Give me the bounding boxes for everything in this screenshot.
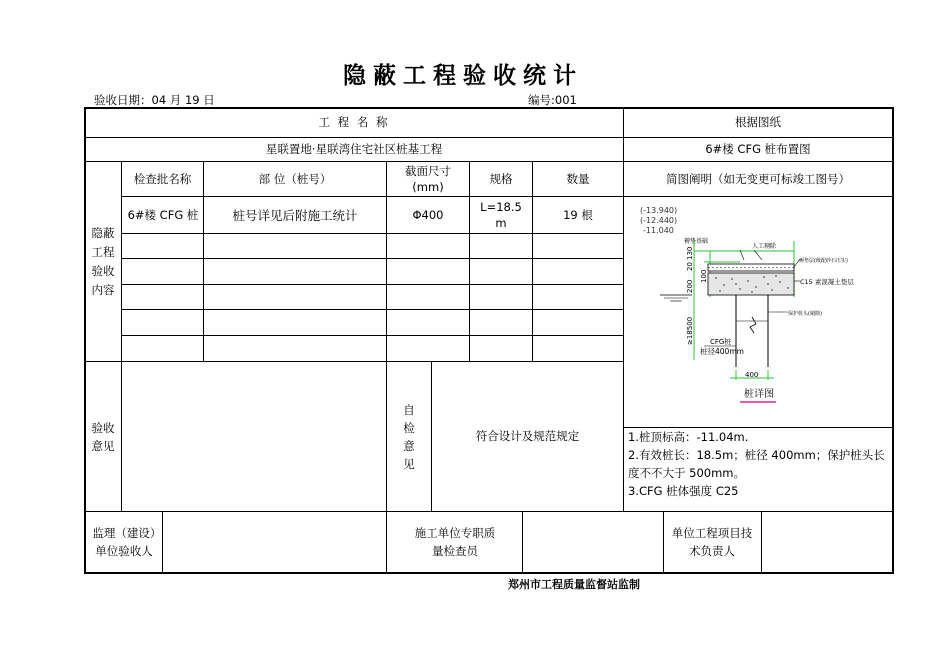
- supervisor-signature-field[interactable]: [163, 512, 386, 572]
- drawing-name: 6#楼 CFG 桩布置图: [705, 142, 811, 156]
- dimension-text: 20: [686, 262, 694, 271]
- footer-issuer: 郑州市工程质量监督站监制: [508, 578, 640, 591]
- column-header-batch: 检查批名称: [133, 171, 192, 186]
- self-check-text: 符合设计及规范规定: [475, 429, 580, 443]
- elevation-label: -11.040: [643, 226, 674, 235]
- inspector-label: 施工单位专职质量检查员: [414, 526, 496, 558]
- column-header-spec: 规格: [489, 171, 513, 186]
- acceptance-label: 验收意见: [91, 420, 115, 453]
- self-check-label: 自检意见: [403, 402, 415, 471]
- page-title: 隐蔽工程验收统计: [343, 63, 583, 89]
- drawing-header: 根据图纸: [735, 115, 781, 129]
- diagram-label: 褥垫层(级配砂石压实): [799, 258, 848, 264]
- diagram-label: 保护桩头(剔除): [788, 311, 822, 317]
- hidden-section-label: 隐蔽工程验收内容: [91, 225, 115, 297]
- row1-batch: 6#楼 CFG 桩: [127, 208, 199, 222]
- document-number: 编号:001: [528, 93, 577, 107]
- dimension-text: 400: [745, 371, 759, 379]
- tech-lead-signature-field[interactable]: [762, 512, 892, 572]
- dimension-text: 200: [686, 279, 694, 293]
- elevation-label: (-12.440): [640, 216, 678, 225]
- diagram-label: CFG桩: [710, 338, 732, 346]
- row1-spec: L=18.5 m: [480, 200, 522, 230]
- dimension-text: ≥18500: [686, 316, 694, 345]
- dimension-text: 130: [686, 246, 694, 260]
- design-notes: [628, 428, 890, 500]
- tech-lead-label: 单位工程项目技术负责人: [671, 526, 753, 558]
- dimension-text: 100: [700, 269, 708, 283]
- row1-section: Φ400: [412, 207, 444, 222]
- break-symbol: [750, 317, 756, 333]
- elevation-label: (-13.940): [640, 206, 678, 215]
- row1-qty: 19 根: [563, 207, 593, 222]
- project-name-header: 工 程 名 称: [318, 115, 390, 129]
- column-header-section: 截面尺寸(mm): [405, 164, 451, 194]
- diagram-label: 褥垫基础: [684, 238, 709, 245]
- column-header-part: 部 位（桩号）: [258, 172, 332, 186]
- project-name: 星联置地·星联湾住宅社区桩基工程: [265, 142, 443, 156]
- diagram-caption: 桩详图: [744, 389, 774, 400]
- column-header-qty: 数量: [566, 171, 590, 186]
- acceptance-date: 验收日期：04 月 19 日: [94, 93, 215, 107]
- inspector-signature-field[interactable]: [523, 512, 663, 572]
- diagram-label: 桩径400mm: [700, 347, 744, 356]
- row1-part: 桩号详见后附施工统计: [232, 207, 358, 223]
- column-header-sketch: 简图阐明（如无变更可标竣工图号）: [666, 171, 850, 186]
- diagram-label: 人工剔除: [752, 243, 777, 250]
- c15-pad: [708, 273, 794, 295]
- supervisor-label: 监理（建设）单位验收人: [92, 526, 156, 558]
- diagram-label: C15 素混凝土垫层: [800, 278, 854, 286]
- note-line: 3.CFG 桩体强度 C25: [628, 484, 739, 498]
- note-line: 2.有效桩长：18.5m；桩径 400mm；保护桩头长度不不大于 500mm。: [628, 448, 885, 480]
- pile-detail-diagram: [624, 197, 892, 426]
- note-line: 1.桩顶标高：-11.04m.: [628, 430, 749, 444]
